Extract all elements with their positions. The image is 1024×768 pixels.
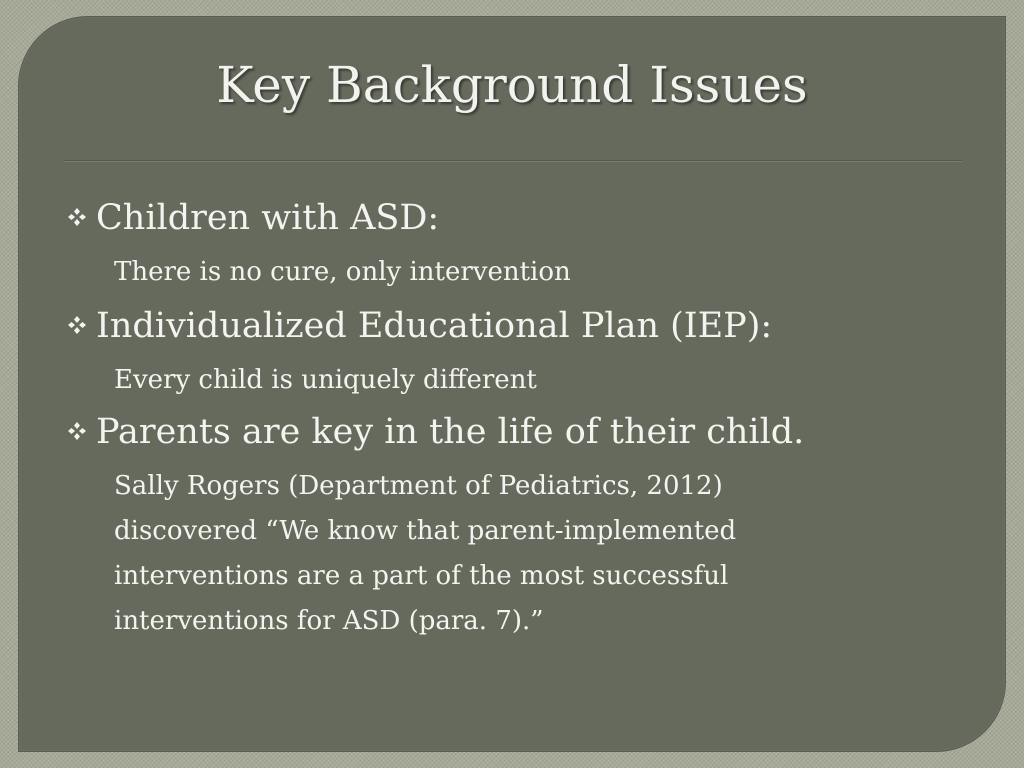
quote-line: interventions are a part of the most successful [114,561,729,591]
quote-line: Sally Rogers (Department of Pediatrics, 2012) [114,471,723,501]
bullet-item [64,300,964,352]
bullet-item [64,192,964,244]
slide-title: Key Background Issues [216,56,808,114]
bullet-detail: There is no cure, only intervention [114,257,571,287]
bullet-detail-quote [64,458,964,644]
bullet-item [64,406,964,458]
slide-body [64,192,964,644]
quote-line: discovered “We know that parent-implemented [114,516,737,546]
diamond-bullet-icon [66,206,88,228]
bullet-heading: Parents are key in the life of their child. [96,412,805,452]
bullet-heading: Children with ASD: [96,198,440,238]
title-divider [64,160,962,162]
diamond-bullet-icon [66,314,88,336]
diamond-bullet-icon [66,420,88,442]
bullet-heading: Individualized Educational Plan (IEP): [96,306,773,346]
bullet-detail: Every child is uniquely different [114,365,537,395]
quote-line: interventions for ASD (para. 7).” [114,606,544,636]
